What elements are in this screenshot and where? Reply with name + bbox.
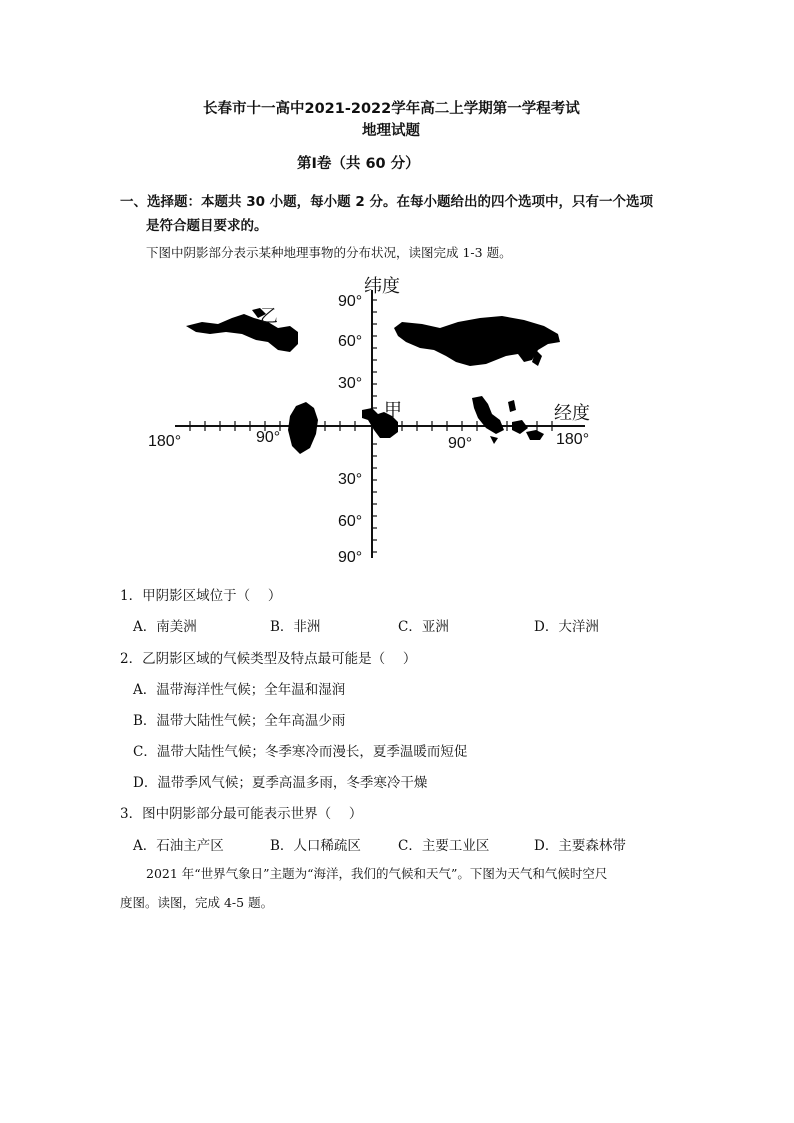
x-axis-title: 经度 — [554, 403, 590, 423]
question-1-option-d: D．大洋洲 — [534, 619, 599, 635]
question-2-option-b: B．温带大陆性气候；全年高温少雨 — [133, 713, 346, 729]
lat-label-90n: 90° — [338, 293, 363, 310]
question-2-option-d: D．温带季风气候；夏季高温多雨，冬季寒冷干燥 — [133, 775, 428, 791]
question-1-option-a: A．南美洲 — [133, 619, 197, 635]
region-southeast-asia-islands-4 — [490, 436, 498, 444]
question-2-option-c: C．温带大陆性气候；冬季寒冷而漫长，夏季温暖而短促 — [133, 744, 468, 760]
question-1-option-b: B．非洲 — [270, 619, 321, 635]
exam-subject: 地理试题 — [362, 123, 420, 139]
question-3-stem: 3．图中阴影部分最可能表示世界（ ） — [120, 806, 363, 822]
region-southeast-asia-islands-3 — [526, 430, 544, 440]
question-3-option-d: D．主要森林带 — [534, 838, 626, 854]
lat-label-60n: 60° — [338, 333, 363, 350]
lat-label-60s: 60° — [338, 513, 363, 530]
intro-4-5-line2: 度图。读图，完成 4-5 题。 — [120, 895, 274, 910]
volume-heading: 第Ⅰ卷（共 60 分） — [297, 156, 420, 172]
intro-1-3: 下图中阴影部分表示某种地理事物的分布状况，读图完成 1-3 题。 — [146, 245, 512, 260]
question-2-option-a: A．温带海洋性气候；全年温和湿润 — [133, 682, 346, 698]
question-3-option-a: A．石油主产区 — [133, 838, 224, 854]
question-3-option-b: B．人口稀疏区 — [270, 838, 361, 854]
region-yi-shape — [186, 314, 298, 352]
lon-label-180e: 180° — [556, 431, 590, 448]
lat-label-30n: 30° — [338, 375, 363, 392]
lat-label-90s: 90° — [338, 549, 363, 566]
section-heading-line2: 是符合题目要求的。 — [146, 218, 268, 234]
region-south-america-shape — [288, 402, 318, 454]
region-southeast-asia-islands-1 — [508, 400, 516, 412]
question-2-stem: 2．乙阴影区域的气候类型及特点最可能是（ ） — [120, 651, 417, 667]
region-label-jia: 甲 — [384, 400, 402, 420]
question-1-stem: 1．甲阴影区域位于（ ） — [120, 588, 282, 604]
region-southeast-asia-islands-2 — [512, 420, 528, 434]
question-3-option-c: C．主要工业区 — [398, 838, 490, 854]
exam-title: 长春市十一高中2021-2022学年高二上学期第一学程考试 — [203, 101, 580, 117]
y-axis-title: 纬度 — [364, 276, 400, 296]
lat-label-30s: 30° — [338, 471, 363, 488]
lon-label-90w: 90° — [256, 429, 281, 446]
lon-label-180w: 180° — [148, 433, 182, 450]
lon-label-90e: 90° — [448, 435, 473, 452]
question-1-option-c: C．亚洲 — [398, 619, 449, 635]
distribution-map — [140, 270, 620, 570]
section-heading-line1: 一、选择题：本题共 30 小题，每小题 2 分。在每小题给出的四个选项中，只有一个选项 — [120, 194, 653, 210]
region-label-yi: 乙 — [260, 306, 278, 326]
intro-4-5-line1: 2021 年“世界气象日”主题为“海洋，我们的气候和天气”。下图为天气和气候时空尺 — [146, 866, 608, 881]
